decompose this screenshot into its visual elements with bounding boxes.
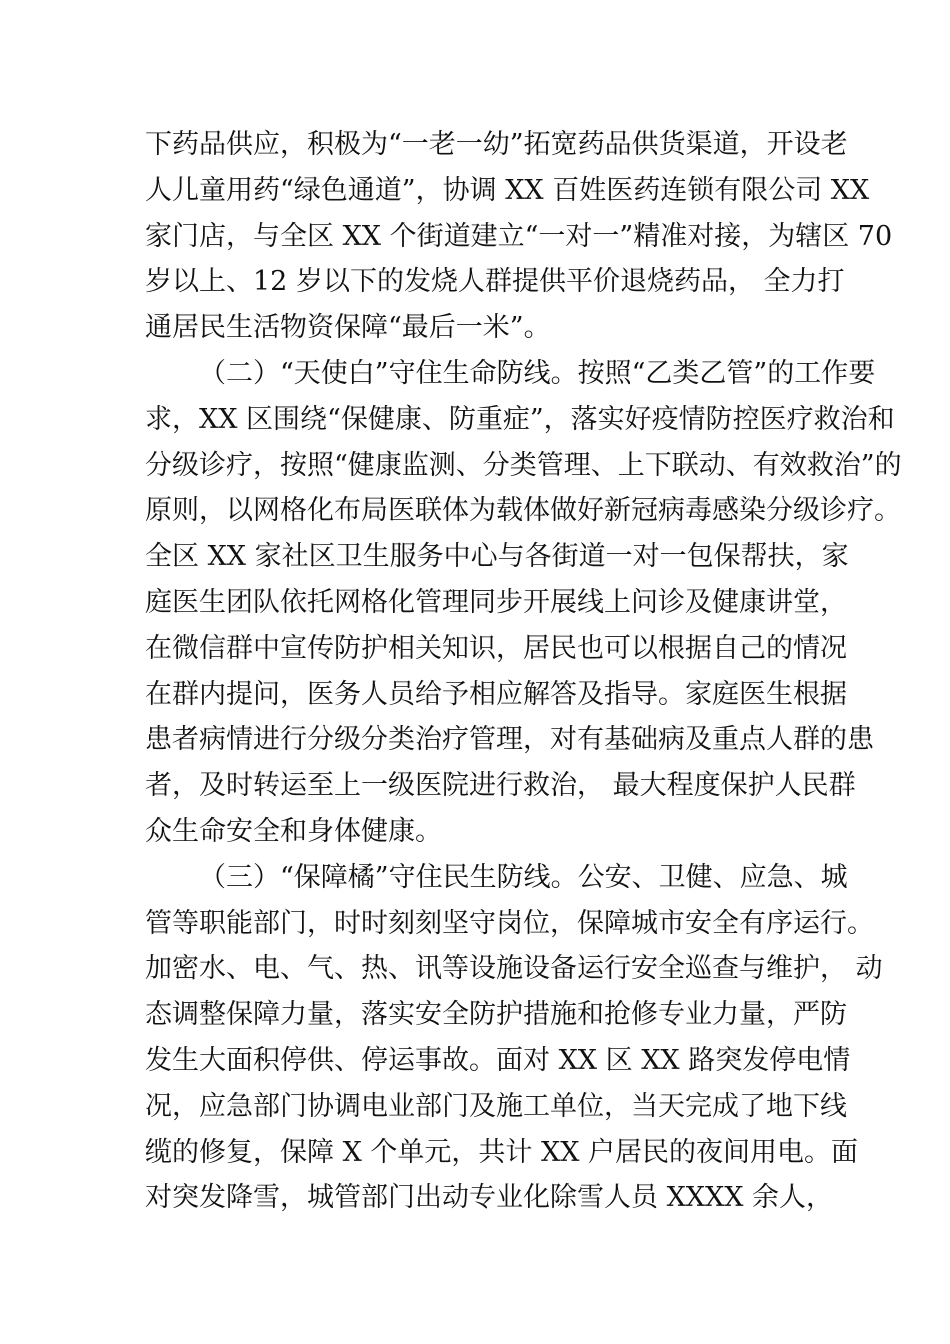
- text-line: 在微信群中宣传防护相关知识，居民也可以根据自己的情况: [145, 632, 847, 664]
- text-line: 原则，以网格化布局医联体为载体做好新冠病毒感染分级诊疗。: [145, 495, 901, 527]
- body-text: [145, 122, 902, 1221]
- text-line: 况，应急部门协调电业部门及施工单位，当天完成了地下线: [145, 1090, 847, 1122]
- text-line: 管等职能部门，时时刻刻坚守岗位，保障城市安全有序运行。: [145, 907, 874, 939]
- text-line: 态调整保障力量，落实安全防护措施和抢修专业力量，严防: [145, 999, 847, 1031]
- text-line: 全区 XX 家社区卫生服务中心与各街道一对一包保帮扶，家: [145, 541, 849, 573]
- text-line: 通居民生活物资保障“最后一米”。: [145, 312, 551, 344]
- text-line: 患者病情进行分级分类治疗管理，对有基础病及重点人群的患: [145, 724, 874, 756]
- text-line: 下药品供应，积极为“一老一幼”拓宽药品供货渠道，开设老: [145, 129, 848, 160]
- text-line: 者，及时转运至上一级医院进行救治， 最大程度保护人民群: [145, 770, 856, 802]
- text-line: 岁以上、12 岁以下的发烧人群提供平价退烧药品， 全力打: [145, 266, 845, 298]
- text-line: 缆的修复，保障 X 个单元，共计 XX 户居民的夜间用电。面: [145, 1136, 858, 1168]
- text-line: 人儿童用药“绿色通道”，协调 XX 百姓医药连锁有限公司 XX: [145, 174, 870, 206]
- text-line: 在群内提问，医务人员给予相应解答及指导。家庭医生根据: [145, 678, 847, 710]
- text-line: 发生大面积停供、停运事故。面对 XX 区 XX 路突发停电情: [145, 1044, 851, 1076]
- text-line: 众生命安全和身体健康。: [145, 815, 442, 847]
- text-line: 加密水、电、气、热、讯等设施设备运行安全巡查与维护， 动: [145, 953, 883, 985]
- section-heading-line: （二）“天使白”守住生命防线。按照“乙类乙管”的工作要: [199, 357, 876, 389]
- text-line: 分级诊疗，按照“健康监测、分类管理、上下联动、有效救治”的: [145, 449, 902, 481]
- section-heading-line: （三）“保障橘”守住民生防线。公安、卫健、应急、城: [199, 861, 848, 893]
- text-line: 庭医生团队依托网格化管理同步开展线上问诊及健康讲堂，: [145, 586, 847, 618]
- text-line: 求，XX 区围绕“保健康、防重症”，落实好疫情防控医疗救治和: [145, 403, 895, 435]
- text-line: 家门店，与全区 XX 个街道建立“一对一”精准对接，为辖区 70: [145, 220, 893, 252]
- text-line: 对突发降雪，城管部门出动专业化除雪人员 XXXX 余人，: [145, 1182, 834, 1214]
